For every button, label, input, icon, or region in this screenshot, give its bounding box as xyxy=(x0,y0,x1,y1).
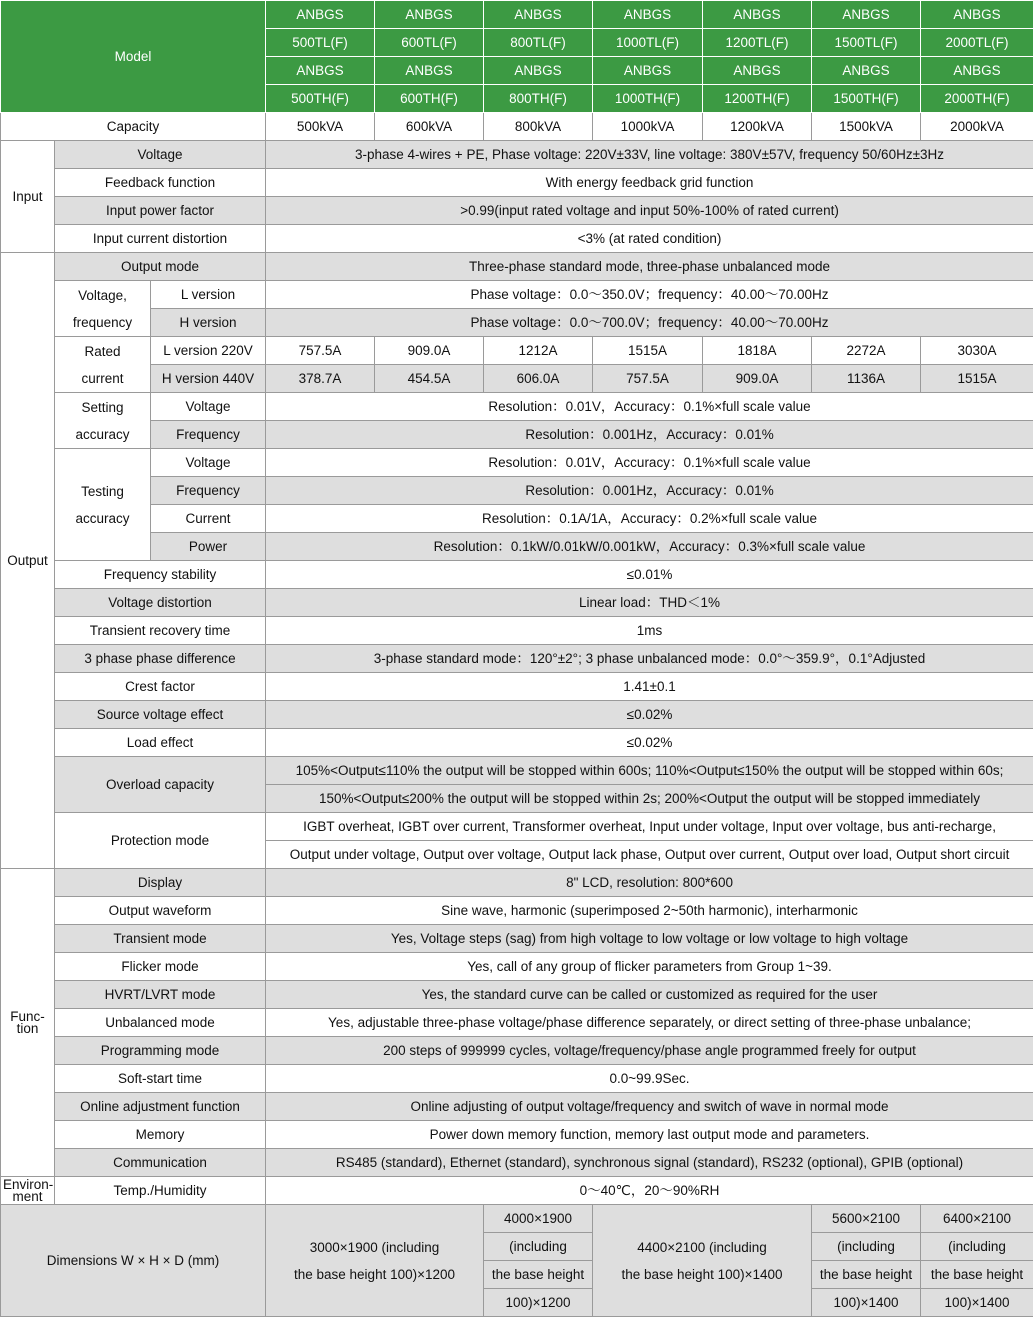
spec-value: RS485 (standard), Ethernet (standard), synchronous signal (standard), RS232 (optional), GPIB (optional) xyxy=(266,1149,1033,1177)
spec-label: Voltage distortion xyxy=(55,589,266,617)
spec-label: Input power factor xyxy=(55,197,266,225)
dimensions-label: Dimensions W × H × D (mm) xyxy=(1,1205,266,1317)
capacity-value: 1200kVA xyxy=(703,113,812,141)
capacity-value: 1500kVA xyxy=(812,113,921,141)
model-cell: ANBGS xyxy=(593,57,703,85)
current-value: 757.5A xyxy=(266,337,375,365)
protection-line: IGBT overheat, IGBT over current, Transformer overheat, Input under voltage, Input over voltage, bus anti-recharge, xyxy=(266,813,1033,841)
label-line: Voltage, xyxy=(78,287,127,303)
protection-line: Output under voltage, Output over voltage, Output lack phase, Output over current, Output over load, Output short circuit xyxy=(266,841,1033,869)
model-cell: 1000TH(F) xyxy=(593,85,703,113)
model-cell: 1200TL(F) xyxy=(703,29,812,57)
model-header: Model xyxy=(1,1,266,113)
model-cell: 2000TL(F) xyxy=(921,29,1033,57)
model-cell: ANBGS xyxy=(593,1,703,29)
dim-line: the base height xyxy=(921,1261,1033,1289)
dim-line: (including xyxy=(484,1233,593,1261)
model-cell: ANBGS xyxy=(266,1,375,29)
label-line: accuracy xyxy=(75,426,130,442)
model-cell: ANBGS xyxy=(812,57,921,85)
spec-value: Resolution：0.1A/1A，Accuracy：0.2%×full scale value xyxy=(266,505,1033,533)
label-line: frequency xyxy=(72,314,133,330)
spec-value: 3-phase standard mode：120°±2°; 3 phase unbalanced mode：0.0°～359.9°，0.1°Adjusted xyxy=(266,645,1033,673)
dim-line: 6400×2100 xyxy=(921,1205,1033,1233)
current-value: 378.7A xyxy=(266,365,375,393)
environment-category xyxy=(1,1177,55,1205)
overload-line: 150%<Output≤200% the output will be stopped within 2s; 200%<Output the output will be stopped immediately xyxy=(266,785,1033,813)
spec-label: Crest factor xyxy=(55,673,266,701)
current-value: 909.0A xyxy=(703,365,812,393)
current-value: 1136A xyxy=(812,365,921,393)
spec-value: Yes, Voltage steps (sag) from high voltage to low voltage or low voltage to high voltage xyxy=(266,925,1033,953)
model-cell: ANBGS xyxy=(484,57,593,85)
label-line: ment xyxy=(12,1188,43,1204)
spec-label: Temp./Humidity xyxy=(55,1177,266,1205)
label-line: Environ- xyxy=(3,1176,54,1192)
spec-value: Resolution：0.001Hz，Accuracy：0.01% xyxy=(266,421,1033,449)
current-value: 1818A xyxy=(703,337,812,365)
dim-line: 3000×1900 (including xyxy=(309,1239,440,1255)
spec-value: Phase voltage：0.0～350.0V；frequency：40.00～70.00Hz xyxy=(266,281,1033,309)
current-value: 454.5A xyxy=(375,365,484,393)
spec-label: Output waveform xyxy=(55,897,266,925)
spec-value: ≤0.02% xyxy=(266,701,1033,729)
capacity-value: 2000kVA xyxy=(921,113,1033,141)
model-cell: 600TH(F) xyxy=(375,85,484,113)
model-cell: 600TL(F) xyxy=(375,29,484,57)
spec-label: Protection mode xyxy=(55,813,266,869)
model-cell: 1500TL(F) xyxy=(812,29,921,57)
spec-value: Resolution：0.1kW/0.01kW/0.001kW，Accuracy：0.3%×full scale value xyxy=(266,533,1033,561)
label-line: Testing xyxy=(81,483,124,499)
spec-label: Flicker mode xyxy=(55,953,266,981)
spec-value: ≤0.02% xyxy=(266,729,1033,757)
voltage-frequency-label xyxy=(55,281,151,337)
current-value: 1515A xyxy=(593,337,703,365)
sub-label: H version xyxy=(151,309,266,337)
model-cell: ANBGS xyxy=(703,1,812,29)
output-category: Output xyxy=(1,253,55,869)
rated-current-label xyxy=(55,337,151,393)
dim-line: 4400×2100 (including xyxy=(637,1239,767,1255)
dim-line: 100)×1400 xyxy=(921,1289,1033,1317)
model-cell: 500TL(F) xyxy=(266,29,375,57)
sub-label: H version 440V xyxy=(151,365,266,393)
spec-value: >0.99(input rated voltage and input 50%-100% of rated current) xyxy=(266,197,1033,225)
model-cell: 800TL(F) xyxy=(484,29,593,57)
setting-accuracy-label xyxy=(55,393,151,449)
spec-label: Output mode xyxy=(55,253,266,281)
dimension-value xyxy=(593,1205,812,1317)
spec-label: Feedback function xyxy=(55,169,266,197)
spec-label: Transient mode xyxy=(55,925,266,953)
model-cell: ANBGS xyxy=(703,57,812,85)
dim-line: the base height 100)×1400 xyxy=(621,1266,783,1282)
spec-label: Unbalanced mode xyxy=(55,1009,266,1037)
spec-value: ≤0.01% xyxy=(266,561,1033,589)
model-cell: ANBGS xyxy=(484,1,593,29)
spec-value: Three-phase standard mode, three-phase unbalanced mode xyxy=(266,253,1033,281)
capacity-value: 600kVA xyxy=(375,113,484,141)
label-line: accuracy xyxy=(75,510,130,526)
spec-value: 1.41±0.1 xyxy=(266,673,1033,701)
capacity-label: Capacity xyxy=(1,113,266,141)
spec-value: <3% (at rated condition) xyxy=(266,225,1033,253)
spec-label: Display xyxy=(55,869,266,897)
overload-line: 105%<Output≤110% the output will be stopped within 600s; 110%<Output≤150% the output will be stopped within 60s; xyxy=(266,757,1033,785)
label-line: tion xyxy=(16,1020,39,1036)
sub-label: Voltage xyxy=(151,393,266,421)
capacity-value: 800kVA xyxy=(484,113,593,141)
dim-line: (including xyxy=(921,1233,1033,1261)
current-value: 1515A xyxy=(921,365,1033,393)
spec-value: 1ms xyxy=(266,617,1033,645)
dim-line: 4000×1900 xyxy=(484,1205,593,1233)
spec-value: Linear load：THD＜1% xyxy=(266,589,1033,617)
spec-value: 0～40℃，20～90%RH xyxy=(266,1177,1033,1205)
model-cell: ANBGS xyxy=(375,57,484,85)
current-value: 909.0A xyxy=(375,337,484,365)
model-cell: 1200TH(F) xyxy=(703,85,812,113)
model-cell: 500TH(F) xyxy=(266,85,375,113)
spec-label: Memory xyxy=(55,1121,266,1149)
spec-value: Resolution：0.01V，Accuracy：0.1%×full scale value xyxy=(266,393,1033,421)
spec-value: Sine wave, harmonic (superimposed 2~50th harmonic), interharmonic xyxy=(266,897,1033,925)
dim-line: the base height xyxy=(484,1261,593,1289)
current-value: 606.0A xyxy=(484,365,593,393)
spec-label: Soft-start time xyxy=(55,1065,266,1093)
current-value: 3030A xyxy=(921,337,1033,365)
model-cell: 2000TH(F) xyxy=(921,85,1033,113)
spec-value: Resolution：0.001Hz，Accuracy：0.01% xyxy=(266,477,1033,505)
model-cell: 1000TL(F) xyxy=(593,29,703,57)
current-value: 2272A xyxy=(812,337,921,365)
spec-label: HVRT/LVRT mode xyxy=(55,981,266,1009)
spec-value: Yes, call of any group of flicker parameters from Group 1~39. xyxy=(266,953,1033,981)
spec-value: 3-phase 4-wires + PE, Phase voltage: 220V±33V, line voltage: 380V±57V, frequency 50/60Hz±3Hz xyxy=(266,141,1033,169)
capacity-value: 1000kVA xyxy=(593,113,703,141)
model-cell: ANBGS xyxy=(921,57,1033,85)
sub-label: L version xyxy=(151,281,266,309)
dim-line: the base height xyxy=(812,1261,921,1289)
function-category xyxy=(1,869,55,1177)
testing-accuracy-label xyxy=(55,449,151,561)
dim-line: 5600×2100 xyxy=(812,1205,921,1233)
spec-value: 200 steps of 999999 cycles, voltage/frequency/phase angle programmed freely for output xyxy=(266,1037,1033,1065)
spec-label: Load effect xyxy=(55,729,266,757)
current-value: 757.5A xyxy=(593,365,703,393)
spec-value: Yes, adjustable three-phase voltage/phase difference separately, or direct setting of three-phase unbalance; xyxy=(266,1009,1033,1037)
spec-label: Input current distortion xyxy=(55,225,266,253)
dimension-value xyxy=(266,1205,484,1317)
dim-line: (including xyxy=(812,1233,921,1261)
spec-label: Communication xyxy=(55,1149,266,1177)
spec-value: With energy feedback grid function xyxy=(266,169,1033,197)
label-line: Rated xyxy=(84,343,121,359)
model-cell: ANBGS xyxy=(375,1,484,29)
model-cell: 1500TH(F) xyxy=(812,85,921,113)
spec-value: Phase voltage：0.0～700.0V；frequency：40.00～70.00Hz xyxy=(266,309,1033,337)
label-line: Func- xyxy=(10,1008,45,1024)
dim-line: the base height 100)×1200 xyxy=(294,1266,456,1282)
spec-value: 0.0~99.9Sec. xyxy=(266,1065,1033,1093)
model-cell: ANBGS xyxy=(921,1,1033,29)
spec-label: Voltage xyxy=(55,141,266,169)
sub-label: L version 220V xyxy=(151,337,266,365)
spec-value: Yes, the standard curve can be called or customized as required for the user xyxy=(266,981,1033,1009)
spec-label: Programming mode xyxy=(55,1037,266,1065)
spec-label: Source voltage effect xyxy=(55,701,266,729)
spec-value: 8" LCD, resolution: 800*600 xyxy=(266,869,1033,897)
dim-line: 100)×1400 xyxy=(812,1289,921,1317)
label-line: current xyxy=(81,370,124,386)
input-category: Input xyxy=(1,141,55,253)
model-cell: ANBGS xyxy=(266,57,375,85)
current-value: 1212A xyxy=(484,337,593,365)
spec-label: Overload capacity xyxy=(55,757,266,813)
sub-label: Current xyxy=(151,505,266,533)
spec-label: Frequency stability xyxy=(55,561,266,589)
spec-label: Transient recovery time xyxy=(55,617,266,645)
sub-label: Power xyxy=(151,533,266,561)
sub-label: Voltage xyxy=(151,449,266,477)
sub-label: Frequency xyxy=(151,421,266,449)
spec-value: Power down memory function, memory last output mode and parameters. xyxy=(266,1121,1033,1149)
dim-line: 100)×1200 xyxy=(484,1289,593,1317)
capacity-value: 500kVA xyxy=(266,113,375,141)
spec-value: Online adjusting of output voltage/frequency and switch of wave in normal mode xyxy=(266,1093,1033,1121)
label-line: Setting xyxy=(81,399,124,415)
spec-label: 3 phase phase difference xyxy=(55,645,266,673)
spec-label: Online adjustment function xyxy=(55,1093,266,1121)
model-cell: ANBGS xyxy=(812,1,921,29)
spec-value: Resolution：0.01V，Accuracy：0.1%×full scale value xyxy=(266,449,1033,477)
model-cell: 800TH(F) xyxy=(484,85,593,113)
sub-label: Frequency xyxy=(151,477,266,505)
